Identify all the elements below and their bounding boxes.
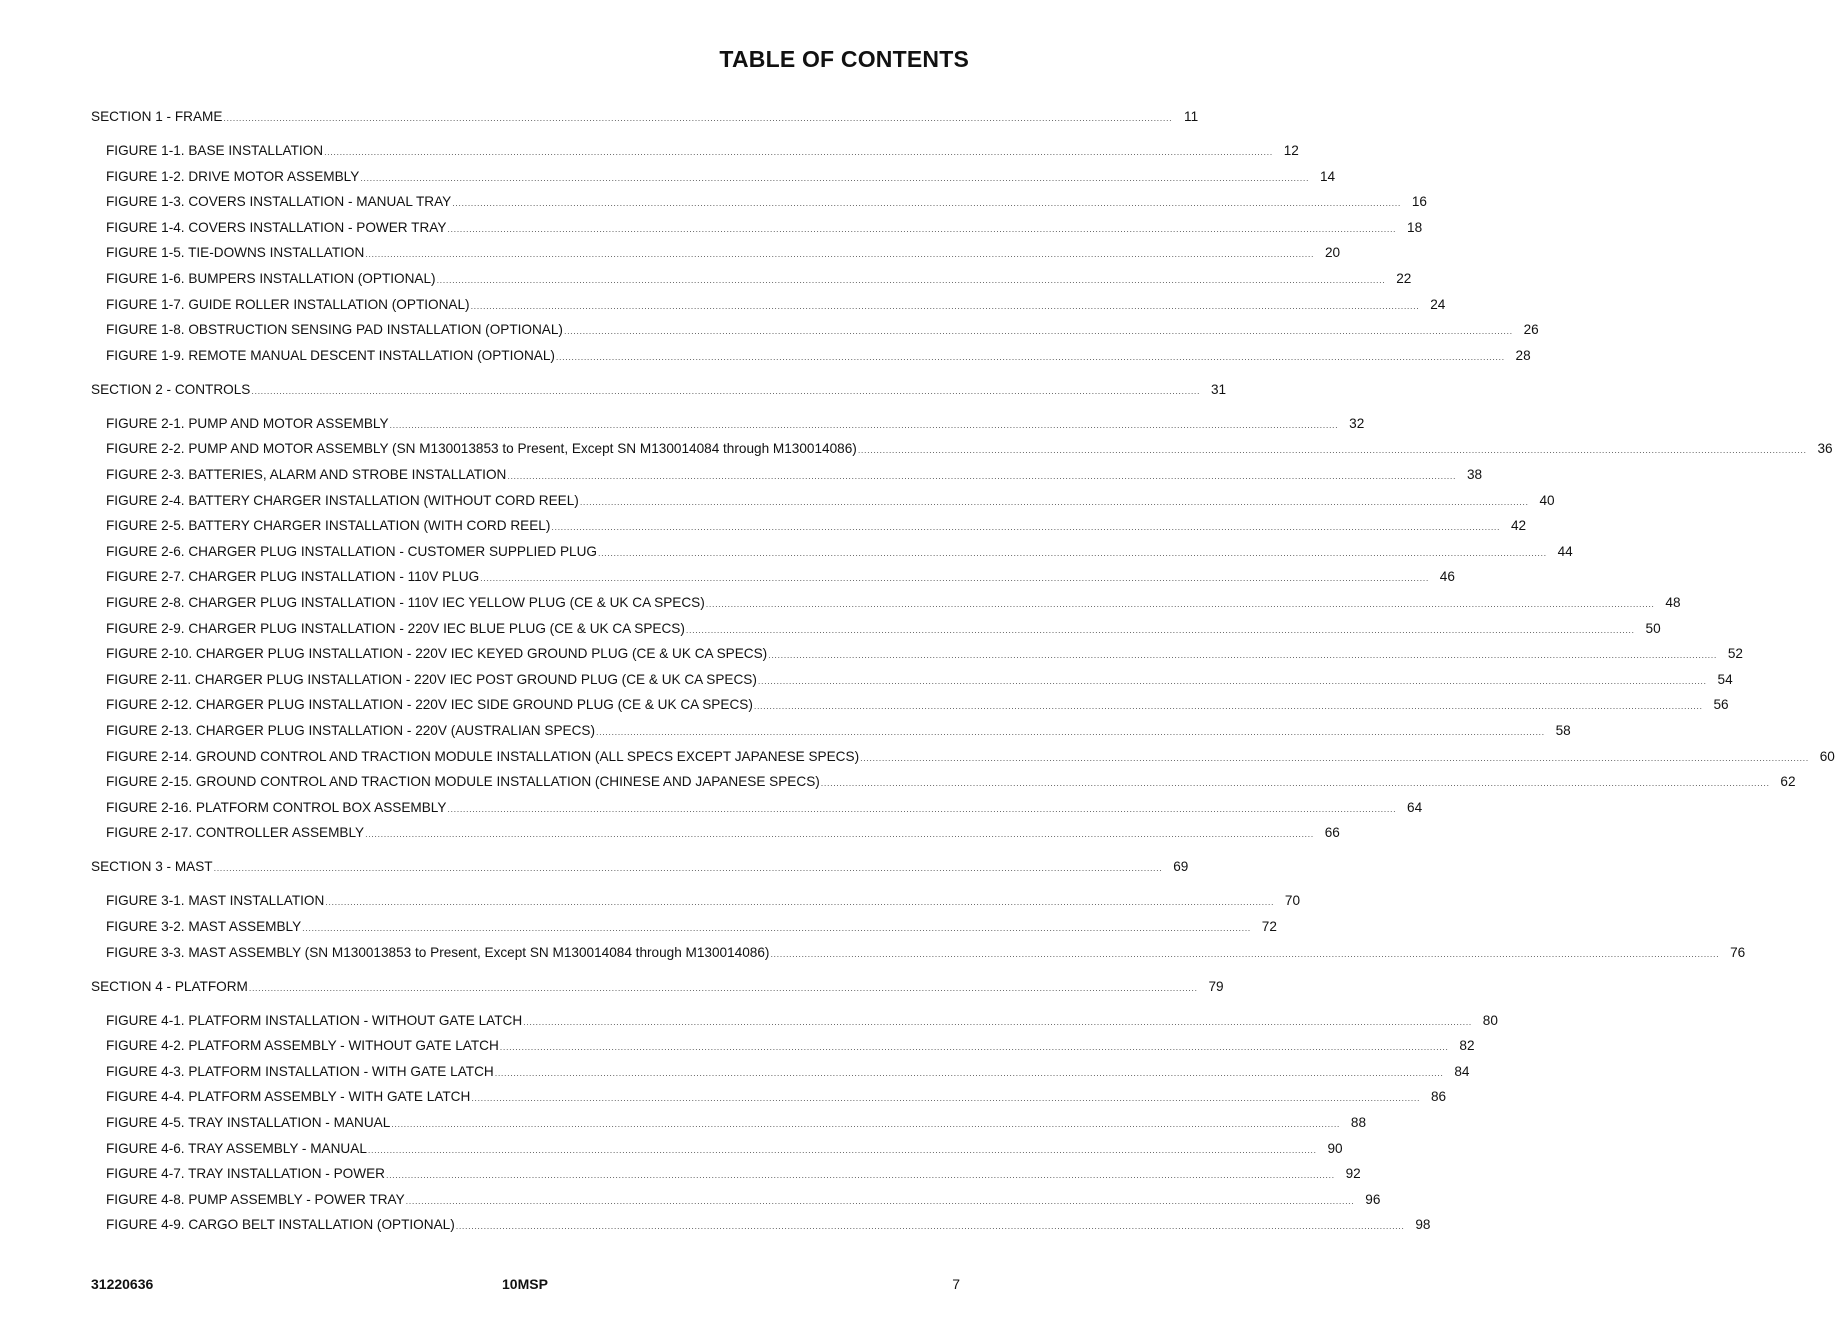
toc-entry-page-number: 54 xyxy=(1717,672,1733,687)
toc-figure-entry[interactable] xyxy=(0,1087,1447,1107)
toc-entry-label: SECTION 3 - MAST xyxy=(91,859,213,874)
toc-entry-label: FIGURE 2-9. CHARGER PLUG INSTALLATION - 220V IEC BLUE PLUG (CE & UK CA SPECS) xyxy=(106,621,685,636)
dot-leader xyxy=(325,892,1274,912)
dot-leader xyxy=(365,244,1314,264)
toc-figure-entry[interactable] xyxy=(0,567,1455,587)
toc-entry-page-number: 44 xyxy=(1557,544,1573,559)
toc-entry-label: SECTION 4 - PLATFORM xyxy=(91,979,248,994)
toc-entry-label: FIGURE 2-11. CHARGER PLUG INSTALLATION - 220V IEC POST GROUND PLUG (CE & UK CA SPECS) xyxy=(106,672,757,687)
dot-leader xyxy=(768,645,1717,665)
toc-entry-label: FIGURE 2-17. CONTROLLER ASSEMBLY xyxy=(106,825,365,840)
dot-leader xyxy=(495,1063,1444,1083)
toc-entry-page-number: 32 xyxy=(1349,416,1365,431)
toc-section-entry[interactable] xyxy=(0,977,1224,997)
toc-figure-entry[interactable] xyxy=(0,798,1423,818)
toc-figure-entry[interactable] xyxy=(0,141,1299,161)
toc-figure-entry[interactable] xyxy=(0,1113,1367,1133)
toc-entry-page-number: 70 xyxy=(1284,893,1301,908)
toc-entry-label: FIGURE 1-3. COVERS INSTALLATION - MANUAL TRAY xyxy=(106,194,452,209)
toc-entry-label: FIGURE 1-4. COVERS INSTALLATION - POWER TRAY xyxy=(106,220,447,235)
toc-entry-page-number: 20 xyxy=(1324,245,1341,260)
toc-entry-page-number: 24 xyxy=(1430,297,1446,312)
toc-figure-entry[interactable] xyxy=(0,346,1531,366)
toc-figure-entry[interactable] xyxy=(0,943,1746,963)
toc-figure-entry[interactable] xyxy=(0,772,1796,792)
dot-leader xyxy=(456,1216,1405,1236)
dot-leader xyxy=(324,142,1273,162)
toc-entry-label: FIGURE 4-1. PLATFORM INSTALLATION - WITHOUT GATE LATCH xyxy=(106,1013,523,1028)
page-footer xyxy=(0,1276,1024,1296)
toc-entry-label: FIGURE 3-3. MAST ASSEMBLY (SN M130013853 to Present, Except SN M130014084 through M130014086) xyxy=(106,945,770,960)
toc-figure-entry[interactable] xyxy=(0,295,1446,315)
toc-entry-page-number: 90 xyxy=(1327,1141,1343,1156)
toc-entry-label: FIGURE 2-2. PUMP AND MOTOR ASSEMBLY (SN M130013853 to Present, Except SN M130014084 through M130014086) xyxy=(106,441,857,456)
toc-entry-label: FIGURE 3-1. MAST INSTALLATION xyxy=(106,893,325,908)
toc-entry-label: FIGURE 1-6. BUMPERS INSTALLATION (OPTIONAL) xyxy=(106,271,436,286)
toc-entry-page-number: 96 xyxy=(1365,1192,1381,1207)
dot-leader xyxy=(507,466,1456,486)
toc-entry-label: FIGURE 1-2. DRIVE MOTOR ASSEMBLY xyxy=(106,169,360,184)
dot-leader xyxy=(523,1012,1472,1032)
toc-figure-entry[interactable] xyxy=(0,167,1336,187)
toc-figure-entry[interactable] xyxy=(0,1139,1343,1159)
dot-leader xyxy=(480,568,1429,588)
toc-figure-entry[interactable] xyxy=(0,695,1729,715)
toc-entry-page-number: 14 xyxy=(1319,169,1336,184)
toc-entry-page-number: 42 xyxy=(1511,518,1527,533)
toc-section-entry[interactable] xyxy=(0,380,1227,400)
document-number: 31220636 xyxy=(91,1276,154,1292)
toc-figure-entry[interactable] xyxy=(0,747,1835,767)
dot-leader xyxy=(754,696,1703,716)
toc-entry-page-number: 86 xyxy=(1430,1089,1447,1104)
toc-entry-label: SECTION 2 - CONTROLS xyxy=(91,382,251,397)
toc-entry-page-number: 52 xyxy=(1727,646,1743,661)
toc-entry-page-number: 58 xyxy=(1555,723,1571,738)
toc-entry-page-number: 12 xyxy=(1283,143,1299,158)
toc-figure-entry[interactable] xyxy=(0,1164,1361,1184)
toc-entry-page-number: 62 xyxy=(1780,774,1796,789)
toc-entry-label: FIGURE 1-5. TIE-DOWNS INSTALLATION xyxy=(106,245,365,260)
toc-entry-label: FIGURE 4-4. PLATFORM ASSEMBLY - WITH GATE LATCH xyxy=(106,1089,471,1104)
dot-leader xyxy=(390,415,1339,435)
toc-entry-label: FIGURE 2-1. PUMP AND MOTOR ASSEMBLY xyxy=(106,416,389,431)
toc-entry-label: FIGURE 2-7. CHARGER PLUG INSTALLATION - 110V PLUG xyxy=(106,569,480,584)
toc-figure-entry[interactable] xyxy=(0,542,1573,562)
dot-leader xyxy=(596,722,1545,742)
toc-entry-label: FIGURE 2-12. CHARGER PLUG INSTALLATION - 220V IEC SIDE GROUND PLUG (CE & UK CA SPECS) xyxy=(106,697,753,712)
toc-section-entry[interactable] xyxy=(0,857,1189,877)
toc-entry-page-number: 88 xyxy=(1350,1115,1367,1130)
dot-leader xyxy=(500,1037,1449,1057)
toc-entry-page-number: 82 xyxy=(1459,1038,1475,1053)
dot-leader xyxy=(360,168,1309,188)
page-number: 7 xyxy=(952,1276,960,1292)
toc-figure-entry[interactable] xyxy=(0,593,1681,613)
dot-leader xyxy=(564,321,1513,341)
toc-entry-page-number: 38 xyxy=(1466,467,1483,482)
toc-figure-entry[interactable] xyxy=(0,1036,1475,1056)
toc-entry-page-number: 80 xyxy=(1482,1013,1498,1028)
toc-entry-page-number: 18 xyxy=(1407,220,1423,235)
dot-leader xyxy=(223,108,1172,128)
dot-leader xyxy=(452,193,1401,213)
toc-figure-entry[interactable] xyxy=(0,516,1527,536)
toc-figure-entry[interactable] xyxy=(0,320,1539,340)
dot-leader xyxy=(391,1114,1340,1134)
dot-leader xyxy=(551,517,1500,537)
dot-leader xyxy=(686,620,1635,640)
toc-entry-label: FIGURE 2-10. CHARGER PLUG INSTALLATION - 220V IEC KEYED GROUND PLUG (CE & UK CA SPECS) xyxy=(106,646,768,661)
dot-leader xyxy=(365,824,1314,844)
toc-figure-entry[interactable] xyxy=(0,917,1277,937)
toc-entry-page-number: 84 xyxy=(1454,1064,1470,1079)
model-name: 10MSP xyxy=(502,1276,548,1292)
toc-entry-label: FIGURE 4-9. CARGO BELT INSTALLATION (OPTIONAL) xyxy=(106,1217,455,1232)
toc-figure-entry[interactable] xyxy=(0,1011,1498,1031)
dot-leader xyxy=(251,381,1200,401)
toc-entry-label: FIGURE 2-15. GROUND CONTROL AND TRACTION MODULE INSTALLATION (CHINESE AND JAPANESE SPECS) xyxy=(106,774,820,789)
toc-figure-entry[interactable] xyxy=(0,619,1661,639)
toc-entry-label: FIGURE 1-8. OBSTRUCTION SENSING PAD INSTALLATION (OPTIONAL) xyxy=(106,322,563,337)
dot-leader xyxy=(580,492,1529,512)
toc-entry-page-number: 28 xyxy=(1515,348,1531,363)
dot-leader xyxy=(249,978,1198,998)
toc-entry-label: FIGURE 2-5. BATTERY CHARGER INSTALLATION (WITH CORD REEL) xyxy=(106,518,551,533)
toc-figure-entry[interactable] xyxy=(0,243,1341,263)
toc-entry-page-number: 64 xyxy=(1407,800,1423,815)
toc-entry-label: FIGURE 1-7. GUIDE ROLLER INSTALLATION (OPTIONAL) xyxy=(106,297,470,312)
toc-entry-label: FIGURE 4-3. PLATFORM INSTALLATION - WITH GATE LATCH xyxy=(106,1064,494,1079)
toc-entry-label: FIGURE 2-6. CHARGER PLUG INSTALLATION - CUSTOMER SUPPLIED PLUG xyxy=(106,544,597,559)
toc-figure-entry[interactable] xyxy=(0,1062,1470,1082)
toc-figure-entry[interactable] xyxy=(0,670,1733,690)
toc-entry-label: FIGURE 2-13. CHARGER PLUG INSTALLATION - 220V (AUSTRALIAN SPECS) xyxy=(106,723,595,738)
toc-entry-page-number: 36 xyxy=(1817,441,1833,456)
toc-entry-page-number: 69 xyxy=(1173,859,1189,874)
toc-entry-page-number: 11 xyxy=(1184,109,1199,124)
toc-entry-label: FIGURE 4-7. TRAY INSTALLATION - POWER xyxy=(106,1166,385,1181)
toc-entry-label: FIGURE 2-16. PLATFORM CONTROL BOX ASSEMBLY xyxy=(106,800,447,815)
dot-leader xyxy=(706,594,1655,614)
dot-leader xyxy=(598,543,1547,563)
toc-entry-label: FIGURE 1-9. REMOTE MANUAL DESCENT INSTALLATION (OPTIONAL) xyxy=(106,348,555,363)
toc-entry-label: FIGURE 3-2. MAST ASSEMBLY xyxy=(106,919,302,934)
toc-entry-label: FIGURE 2-3. BATTERIES, ALARM AND STROBE INSTALLATION xyxy=(106,467,507,482)
toc-entry-page-number: 50 xyxy=(1645,621,1661,636)
dot-leader xyxy=(821,773,1770,793)
dot-leader xyxy=(447,799,1396,819)
toc-entry-page-number: 60 xyxy=(1819,749,1835,764)
dot-leader xyxy=(860,748,1809,768)
toc-figure-entry[interactable] xyxy=(0,465,1483,485)
toc-figure-entry[interactable] xyxy=(0,721,1571,741)
toc-figure-entry[interactable] xyxy=(0,1190,1381,1210)
dot-leader xyxy=(386,1165,1335,1185)
page-title: TABLE OF CONTENTS xyxy=(719,46,969,72)
toc-entry-page-number: 16 xyxy=(1411,194,1427,209)
toc-entry-label: SECTION 1 - FRAME xyxy=(91,109,223,124)
dot-leader xyxy=(758,671,1707,691)
dot-leader xyxy=(770,944,1719,964)
toc-figure-entry[interactable] xyxy=(0,1215,1431,1235)
toc-entry-page-number: 22 xyxy=(1396,271,1412,286)
toc-entry-label: FIGURE 1-1. BASE INSTALLATION xyxy=(106,143,324,158)
toc-entry-page-number: 31 xyxy=(1211,382,1227,397)
toc-entry-page-number: 79 xyxy=(1208,979,1224,994)
toc-entry-label: FIGURE 4-5. TRAY INSTALLATION - MANUAL xyxy=(106,1115,391,1130)
toc-entry-label: FIGURE 4-6. TRAY ASSEMBLY - MANUAL xyxy=(106,1141,367,1156)
toc-entry-page-number: 98 xyxy=(1415,1217,1431,1232)
toc-entry-label: FIGURE 2-8. CHARGER PLUG INSTALLATION - 110V IEC YELLOW PLUG (CE & UK CA SPECS) xyxy=(106,595,705,610)
toc-entry-page-number: 26 xyxy=(1523,322,1539,337)
dot-leader xyxy=(556,347,1505,367)
toc-figure-entry[interactable] xyxy=(0,192,1427,212)
toc-entry-page-number: 66 xyxy=(1324,825,1340,840)
toc-entry-label: FIGURE 2-4. BATTERY CHARGER INSTALLATION (WITHOUT CORD REEL) xyxy=(106,493,579,508)
toc-entry-page-number: 72 xyxy=(1261,919,1277,934)
dot-leader xyxy=(302,918,1251,938)
toc-entry-page-number: 48 xyxy=(1665,595,1681,610)
toc-entry-page-number: 92 xyxy=(1345,1166,1361,1181)
toc-entry-page-number: 46 xyxy=(1439,569,1455,584)
toc-figure-entry[interactable] xyxy=(0,439,1833,459)
toc-entry-page-number: 76 xyxy=(1730,945,1746,960)
toc-figure-entry[interactable] xyxy=(0,218,1423,238)
dot-leader xyxy=(214,858,1163,878)
toc-entry-label: FIGURE 4-2. PLATFORM ASSEMBLY - WITHOUT GATE LATCH xyxy=(106,1038,499,1053)
dot-leader xyxy=(437,270,1386,290)
toc-entry-page-number: 40 xyxy=(1539,493,1555,508)
toc-figure-entry[interactable] xyxy=(0,269,1412,289)
dot-leader xyxy=(447,219,1396,239)
toc-figure-entry[interactable] xyxy=(0,414,1365,434)
toc-figure-entry[interactable] xyxy=(0,891,1301,911)
dot-leader xyxy=(858,440,1807,460)
toc-entry-page-number: 56 xyxy=(1713,697,1729,712)
toc-figure-entry[interactable] xyxy=(0,644,1743,664)
dot-leader xyxy=(368,1140,1317,1160)
toc-figure-entry[interactable] xyxy=(0,491,1555,511)
toc-entry-label: FIGURE 4-8. PUMP ASSEMBLY - POWER TRAY xyxy=(106,1192,405,1207)
toc-entry-label: FIGURE 2-14. GROUND CONTROL AND TRACTION MODULE INSTALLATION (ALL SPECS EXCEPT JAPANESE SPECS) xyxy=(106,749,860,764)
dot-leader xyxy=(471,1088,1420,1108)
dot-leader xyxy=(406,1191,1355,1211)
dot-leader xyxy=(471,296,1420,316)
toc-figure-entry[interactable] xyxy=(0,823,1340,843)
toc-section-entry[interactable] xyxy=(0,107,1199,127)
